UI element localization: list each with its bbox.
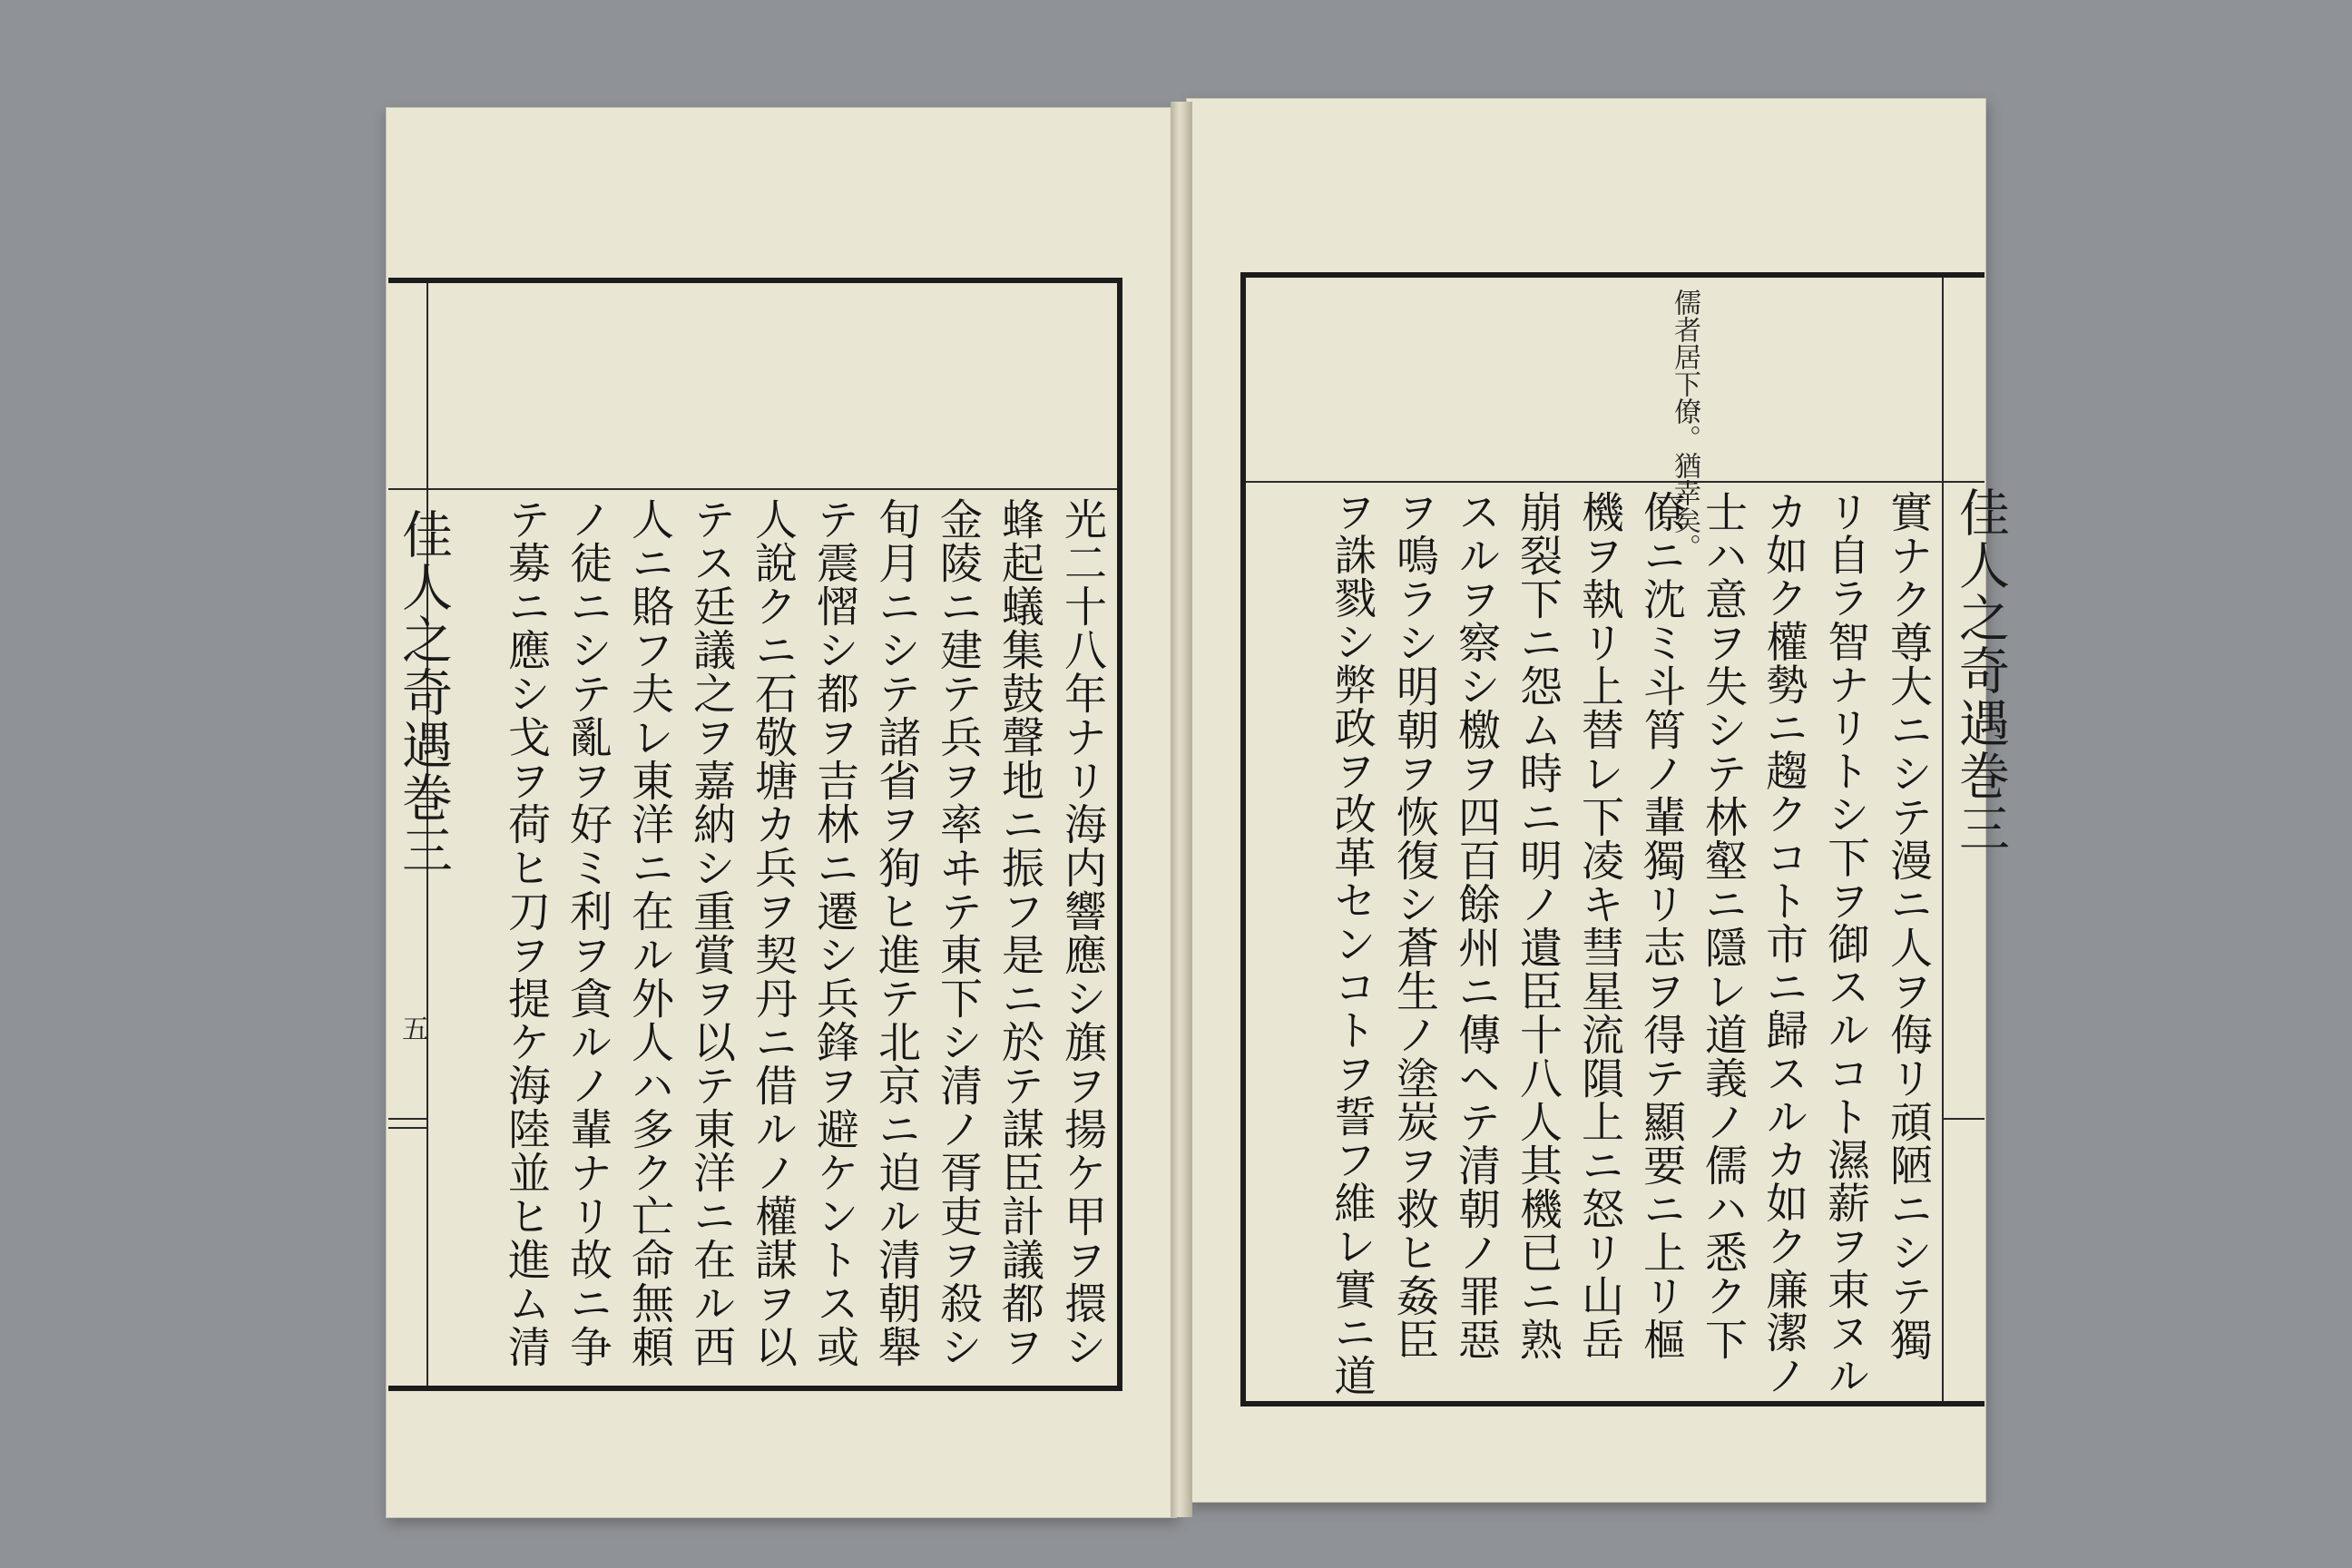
right-header-rule: [1246, 481, 1984, 483]
right-column-3: カ如ク權勢ニ趨クコト市ニ歸スルカ如ク廉潔ノ: [1759, 490, 1808, 1397]
left-column-3: 金陵ニ建テ兵ヲ率ヰテ東下シ清ノ胥吏ヲ殺シ: [933, 497, 983, 1368]
left-column-8: 人ニ賂フ夫レ東洋ニ在ル外人ハ多ク亡命無頼: [624, 497, 674, 1368]
left-column-9: ノ徒ニシテ亂ヲ好ミ利ヲ貪ルノ輩ナリ故ニ争: [563, 497, 612, 1368]
left-folio-rule: [388, 1118, 426, 1120]
right-column-9: ヲ鳴ラシ明朝ヲ恢復シ蒼生ノ塗炭ヲ救ヒ姦臣: [1389, 490, 1439, 1361]
book-gutter: [1171, 102, 1192, 1517]
left-column-5: テ震慴シ都ヲ吉林ニ遷シ兵鋒ヲ避ケントス或: [809, 497, 859, 1368]
right-column-7: 崩裂下ニ怨ム時ニ明ノ遺臣十八人其機已ニ熟: [1513, 490, 1563, 1361]
left-column-4: 旬月ニシテ諸省ヲ狥ヒ進テ北京ニ迫ル清朝舉: [871, 497, 921, 1368]
right-column-2: リ自ラ智ナリトシ下ヲ御スルコト濕薪ヲ束ヌル: [1821, 490, 1870, 1397]
left-running-title: 佳人之奇遇巻三: [394, 508, 453, 877]
right-column-1: 實ナク尊大ニシテ漫ニ人ヲ侮リ頑陋ニシテ獨: [1883, 490, 1933, 1361]
right-column-10: ヲ誅戮シ弊政ヲ改革センコトヲ誓フ維レ實ニ道: [1328, 490, 1377, 1397]
right-folio-rule: [1942, 1118, 1984, 1120]
left-column-6: 人說クニ石敬塘カ兵ヲ契丹ニ借ルノ權謀ヲ以: [748, 497, 798, 1368]
right-column-5: 僚ニ沈ミ斗筲ノ輩獨リ志ヲ得テ顯要ニ上リ樞: [1636, 490, 1686, 1361]
right-column-8: スルヲ察シ檄ヲ四百餘州ニ傳ヘテ清朝ノ罪惡: [1451, 490, 1501, 1361]
left-header-rule: [388, 488, 1117, 490]
right-column-4: 士ハ意ヲ失シテ林壑ニ隱レ道義ノ儒ハ悉ク下: [1698, 490, 1748, 1361]
left-folio-number: 五: [397, 1014, 428, 1042]
left-column-1: 光二十八年ナリ海内響應シ旗ヲ揚ケ甲ヲ擐シ: [1057, 497, 1107, 1368]
left-column-2: 蜂起蟻集鼓聲地ニ振フ是ニ於テ謀臣計議都ヲ: [995, 497, 1044, 1368]
left-folio-rule-2: [388, 1127, 426, 1129]
head-note: 儒者居下僚。猶幸矣。: [1669, 289, 1700, 561]
right-running-title: 佳人之奇遇巻三: [1951, 486, 2010, 855]
right-column-6: 機ヲ執リ上替レ下凌キ彗星流隕上ニ怒リ山岳: [1574, 490, 1624, 1361]
left-column-10: テ募ニ應シ戈ヲ荷ヒ刀ヲ提ケ海陸並ヒ進ム清: [501, 497, 551, 1368]
left-column-7: テス廷議之ヲ嘉納シ重賞ヲ以テ東洋ニ在ル西: [686, 497, 736, 1368]
